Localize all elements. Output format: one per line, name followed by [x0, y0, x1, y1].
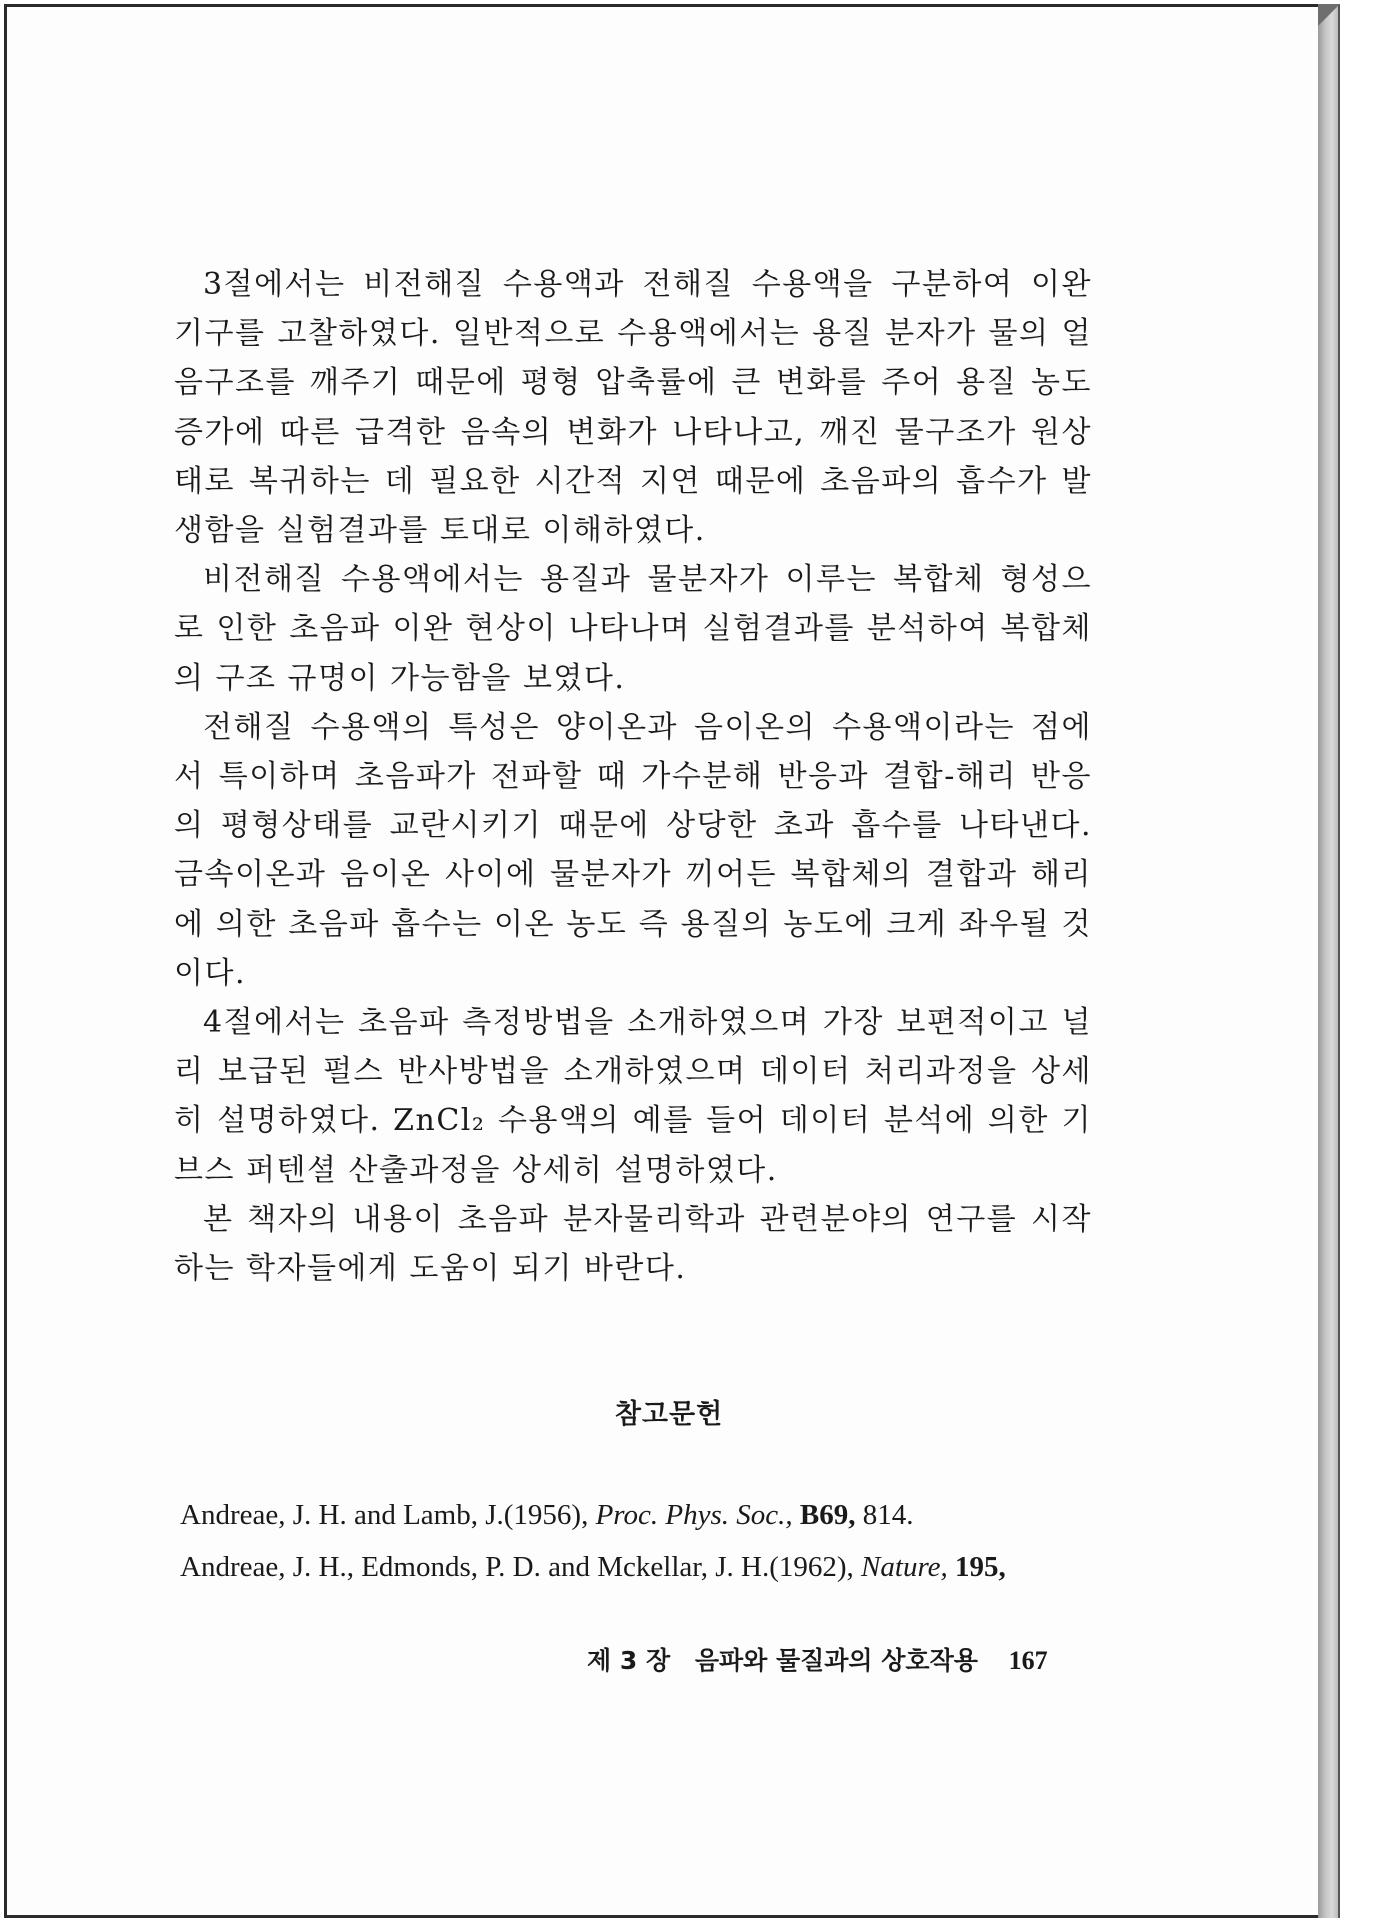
paragraph: 비전해질 수용액에서는 용질과 물분자가 이루는 복합체 형성으로 인한 초음파 이완 현상이 나타나며 실험결과를 분석하여 복합체의 구조 규명이 가능함을 보였다. [174, 562, 1092, 696]
reference-journal: Nature, [861, 1551, 948, 1583]
references-heading: 참고문헌 [614, 1399, 724, 1430]
reference-pages: 814. [862, 1499, 914, 1531]
paragraph: 4절에서는 초음파 측정방법을 소개하였으며 가장 보편적이고 널리 보급된 펄스 반사방법을 소개하였으며 데이터 처리과정을 상세히 설명하였다. ZnCl₂ 수용액의 예를 들어 데이터 분석에 의한 기브스 퍼텐셜 산출과정을 상세히 설명하였다. [174, 1005, 1092, 1188]
paragraph: 본 책자의 내용이 초음파 분자물리학과 관련분야의 연구를 시작하는 학자들에게 도움이 되기 바란다. [174, 1201, 1092, 1287]
reference-item [180, 1489, 1140, 1541]
reference-volume: B69, [799, 1499, 856, 1531]
reference-volume: 195, [955, 1551, 1006, 1583]
reference-authors: Andreae, J. H. and Lamb, J. [180, 1499, 504, 1531]
reference-year: (1962), [769, 1551, 854, 1583]
summary-text [174, 260, 1092, 1293]
book-page [4, 4, 1318, 1918]
page-stack-edge [1318, 4, 1340, 1918]
page-footer [587, 1641, 1048, 1677]
reference-year: (1956), [503, 1499, 589, 1531]
chapter-label: 제 3 장 [587, 1646, 671, 1675]
reference-journal: Proc. Phys. Soc., [595, 1499, 793, 1531]
page-corner-fold [1318, 4, 1340, 26]
page-number: 167 [1008, 1646, 1048, 1675]
reference-authors: Andreae, J. H., Edmonds, P. D. and Mckellar, J. H. [180, 1551, 770, 1583]
paragraph: 3절에서는 비전해질 수용액과 전해질 수용액을 구분하여 이완 기구를 고찰하였다. 일반적으로 수용액에서는 용질 분자가 물의 얼음구조를 깨주기 때문에 평형 압축률에 큰 변화를 주어 용질 농도 증가에 따른 급격한 음속의 변화가 나타나고, 깨진 물구조가 원상태로 복귀하는 데 필요한 시간적 지연 때문에 초음파의 흡수가 발생함을 실험결과를 토대로 이해하였다. [174, 267, 1092, 549]
paragraph: 전해질 수용액의 특성은 양이온과 음이온의 수용액이라는 점에서 특이하며 초음파가 전파할 때 가수분해 반응과 결합-해리 반응의 평형상태를 교란시키기 때문에 상당한 초과 흡수를 나타낸다. 금속이온과 음이온 사이에 물분자가 끼어든 복합체의 결합과 해리에 의한 초음파 흡수는 이온 농도 즉 용질의 농도에 크게 좌우될 것이다. [174, 709, 1092, 991]
reference-list [180, 1489, 1140, 1593]
reference-item [180, 1541, 1140, 1593]
chapter-title: 음파와 물질과의 상호작용 [694, 1646, 978, 1675]
